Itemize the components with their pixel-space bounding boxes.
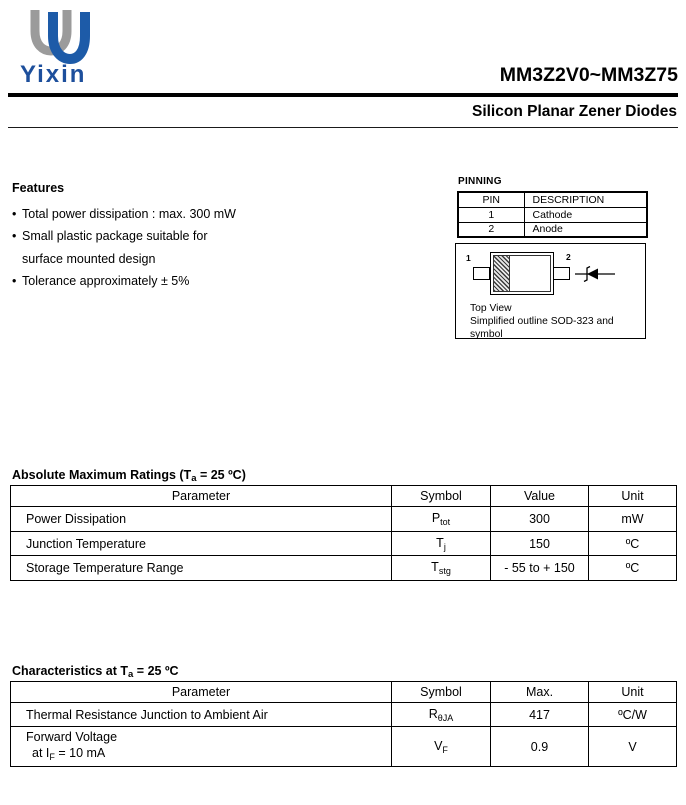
table-row (11, 507, 677, 532)
parameter-cell: Power Dissipation (11, 507, 392, 532)
package-figure (455, 243, 646, 339)
unit-cell: ºC (589, 532, 677, 556)
cathode-marking-band (494, 256, 510, 291)
pin-description: Anode (524, 222, 647, 237)
col-header-unit: Unit (589, 682, 677, 703)
pin-number: 1 (458, 207, 524, 222)
pin-number: 2 (458, 222, 524, 237)
parameter-line2: at $I_F = 10$ mA (32, 746, 106, 762)
table-row (11, 703, 677, 727)
value-cell: 417 (491, 703, 589, 727)
feature-item (12, 225, 236, 247)
pinning-header-row (458, 192, 647, 207)
col-header-symbol: Symbol (392, 486, 491, 507)
pinning-table (457, 191, 648, 238)
unit-cell: ºC (589, 556, 677, 581)
header-rule-thin (8, 127, 678, 128)
feature-text: Small plastic package suitable for (22, 229, 208, 244)
zener-diode-symbol-icon (575, 266, 615, 282)
page-subtitle: Silicon Planar Zener Diodes (471, 103, 677, 120)
value-cell: 0.9 (491, 727, 589, 767)
unit-cell: ºC/W (589, 703, 677, 727)
table-row (458, 207, 647, 222)
unit-cell: mW (589, 507, 677, 532)
features-heading: Features (12, 181, 65, 195)
bullet-glyph: • (12, 274, 17, 289)
abs-max-header-row (11, 486, 677, 507)
table-row (11, 556, 677, 581)
table-row (458, 222, 647, 237)
value-cell: 300 (491, 507, 589, 532)
col-header-value: Value (491, 486, 589, 507)
parameter-cell: Thermal Resistance Junction to Ambient Air (11, 703, 392, 727)
col-header-parameter: Parameter (11, 486, 392, 507)
unit-cell: V (589, 727, 677, 767)
figure-pin2-label: 2 (566, 252, 571, 262)
characteristics-header-row (11, 682, 677, 703)
parameter-cell: Storage Temperature Range (11, 556, 392, 581)
page-title: MM3Z2V0~MM3Z75 (499, 64, 678, 86)
pinning-col-desc: DESCRIPTION (524, 192, 647, 207)
feature-item-continuation (12, 248, 236, 270)
table-row (11, 727, 677, 767)
pin2-lead (553, 267, 570, 280)
value-cell: - 55 to + 150 (491, 556, 589, 581)
symbol-cell: $V_F$ (392, 727, 491, 767)
abs-max-table (10, 485, 677, 581)
col-header-max: Max. (491, 682, 589, 703)
abs-max-heading-text: Absolute Maximum Ratings ($T_a = 25$ ºC) (12, 468, 246, 484)
header-rule-thick (8, 93, 678, 97)
brand-wordmark: Yixin (20, 61, 87, 88)
parameter-cell: Junction Temperature (11, 532, 392, 556)
parameter-line1: Forward Voltage (26, 730, 118, 744)
feature-item (12, 270, 236, 292)
bullet-glyph: • (12, 229, 17, 244)
pin1-lead (473, 267, 490, 280)
symbol-cell: $P_{tot}$ (392, 507, 491, 532)
bullet-glyph: • (12, 207, 17, 221)
figure-caption-outline: Simplified outline SOD-323 and symbol (470, 316, 614, 340)
symbol-cell: $T_j$ (392, 532, 491, 556)
pinning-col-pin: PIN (458, 192, 524, 207)
package-body-inner (493, 255, 551, 292)
characteristics-heading (12, 662, 179, 682)
pinning-label: PINNING (458, 176, 502, 187)
figure-caption-top-view: Top View (470, 303, 512, 314)
feature-text: surface mounted design (22, 251, 156, 266)
package-body-outline (490, 252, 554, 295)
value-cell: 150 (491, 532, 589, 556)
pin-description: Cathode (524, 207, 647, 222)
col-header-parameter: Parameter (11, 682, 392, 703)
figure-pin1-label: 1 (466, 253, 471, 263)
parameter-cell (11, 727, 392, 767)
symbol-cell: $T_{stg}$ (392, 556, 491, 581)
abs-max-heading (12, 466, 246, 486)
characteristics-table (10, 681, 677, 767)
yixin-logo-icon (27, 9, 93, 65)
table-row (11, 532, 677, 556)
feature-text: Total power dissipation : max. 300 mW (22, 207, 236, 221)
symbol-cell: $R_{\theta JA}$ (392, 703, 491, 727)
col-header-symbol: Symbol (392, 682, 491, 703)
features-section (12, 181, 236, 293)
characteristics-heading-text: Characteristics at $T_a = 25$ ºC (12, 664, 179, 680)
col-header-unit: Unit (589, 486, 677, 507)
feature-text: Tolerance approximately ± 5% (22, 274, 190, 289)
feature-item (12, 203, 236, 225)
